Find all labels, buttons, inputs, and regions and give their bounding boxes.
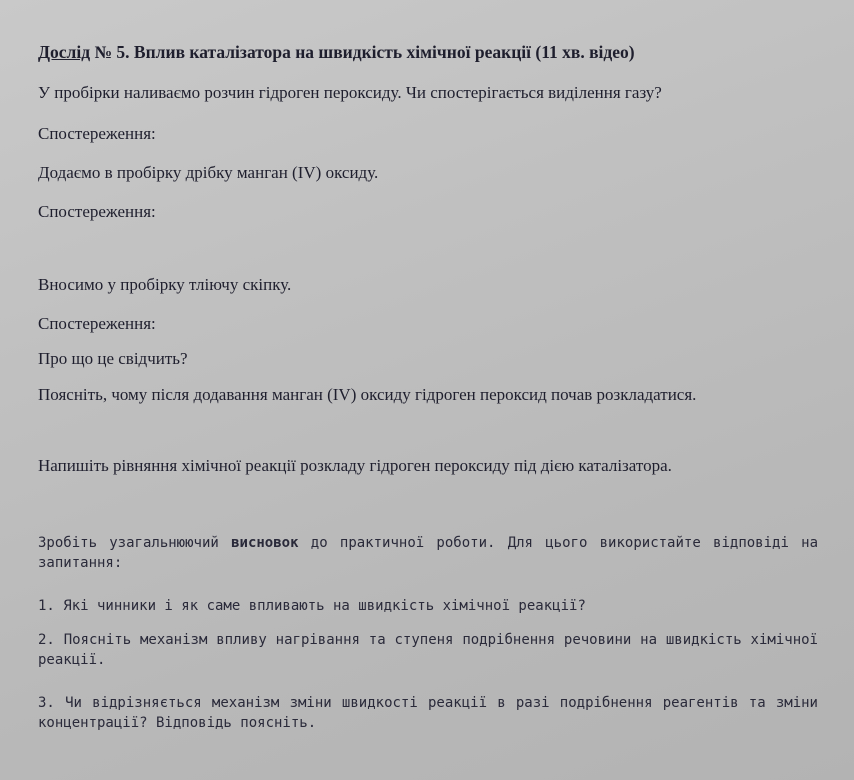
- question-1: 1. Які чинники і як саме впливають на швидкість хімічної реакції?: [38, 598, 586, 614]
- title-text: № 5. Вплив каталізатора на швидкість хімічної реакції (11 хв. відео): [90, 42, 635, 62]
- instruction-add-manganese-oxide: Додаємо в пробірку дрібку манган (IV) оксиду.: [38, 163, 379, 182]
- title-label: Дослід: [38, 42, 91, 62]
- conclusion-bold: висновок: [231, 535, 299, 551]
- task-write-equation: Напишіть рівняння хімічної реакції розкладу гідроген пероксиду під дією каталізатора.: [38, 456, 672, 475]
- observation-label-1: Спостереження:: [38, 124, 156, 143]
- instruction-smoldering-splint: Вносимо у пробірку тліючу скіпку.: [38, 275, 292, 294]
- conclusion-pre: Зробіть узагальнюючий: [38, 535, 232, 551]
- observation-label-2: Спостереження:: [38, 202, 156, 221]
- instruction-pour-peroxide: У пробірки наливаємо розчин гідроген пероксиду. Чи спостерігається виділення газу?: [38, 83, 662, 102]
- conclusion-post: до практичної роботи. Для цього використайте відповіді на запитання:: [38, 535, 818, 571]
- question-3: 3. Чи відрізняється механізм зміни швидкості реакції в разі подрібнення реагентів та зміни концентрації? Відповідь поясніть.: [38, 695, 818, 731]
- conclusion-instruction: [38, 533, 818, 573]
- observation-label-3: Спостереження:: [38, 314, 156, 333]
- question-2: 2. Поясніть механізм впливу нагрівання та ступеня подрібнення речовини на швидкість хімічної реакції.: [38, 632, 818, 668]
- question-explain-decomposition: Поясніть, чому після додавання манган (IV) оксиду гідроген пероксид почав розкладатися.: [38, 385, 697, 404]
- question-what-it-indicates: Про що це свідчить?: [38, 349, 188, 368]
- experiment-title: [38, 42, 635, 62]
